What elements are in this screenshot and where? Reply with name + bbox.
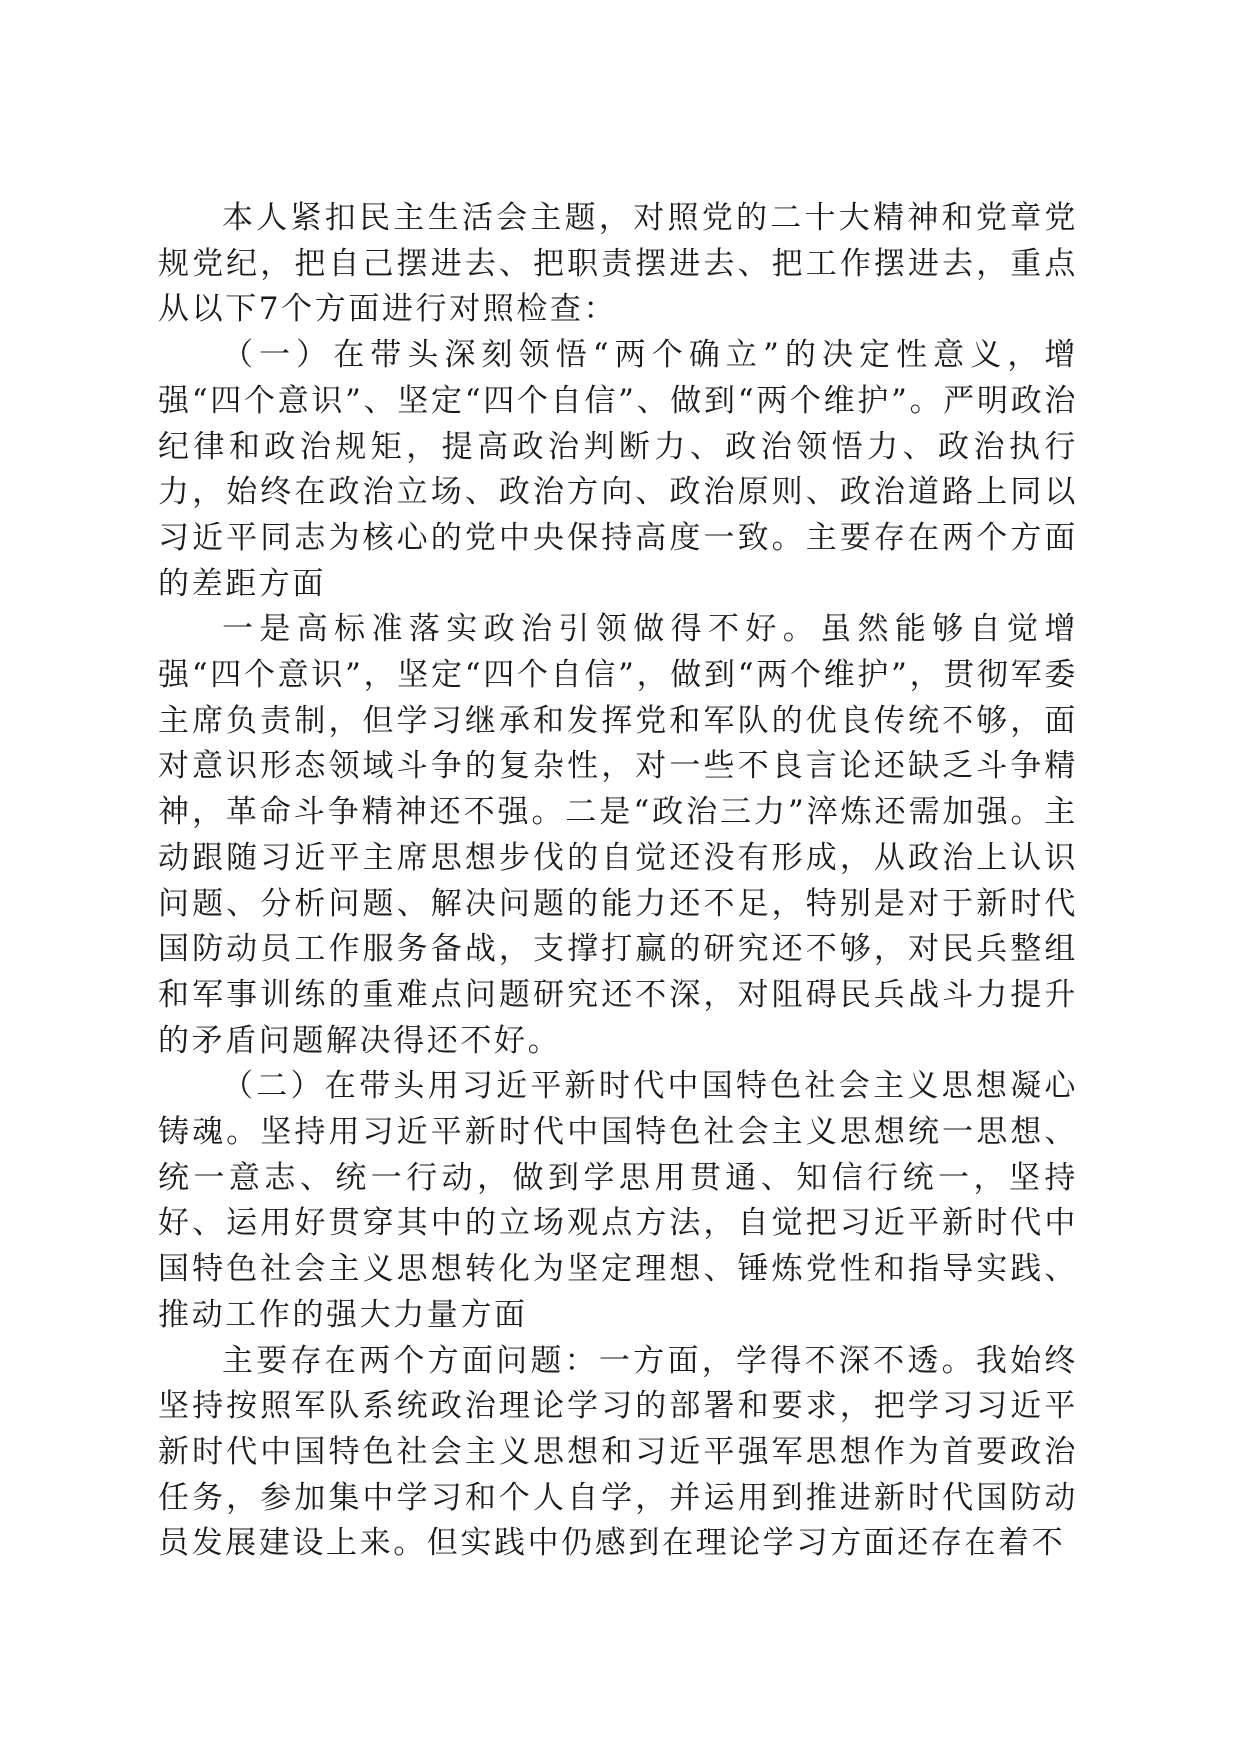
paragraph-section-2-body: 主要存在两个方面问题：一方面，学得不深不透。我始终坚持按照军队系统政治理论学习的部署和要求，把学习习近平新时代中国特色社会主义思想和习近平强军思想作为首要政治任务，参加集中学习和个人自学，并运用到推进新时代国防动员发展建设上来。但实践中仍感到在理论学习方面还存在着不 [158, 1342, 1078, 1562]
paragraph-section-1-heading: （一）在带头深刻领悟“两个确立”的决定性意义，增强“四个意识”、坚定“四个自信”、做到“两个维护”。严明政治纪律和政治规矩，提高政治判断力、政治领悟力、政治执行力，始终在政治立场、政治方向、政治原则、政治道路上同以习近平同志为核心的党中央保持高度一致。主要存在两个方面的差距方面 [158, 337, 1078, 602]
paragraph-intro: 本人紧扣民主生活会主题，对照党的二十大精神和党章党规党纪，把自己摆进去、把职责摆进去、把工作摆进去，重点从以下7个方面进行对照检查： [158, 200, 1078, 328]
paragraph-section-1-body: 一是高标准落实政治引领做得不好。虽然能够自觉增强“四个意识”，坚定“四个自信”，做到“两个维护”，贯彻军委主席负责制，但学习继承和发挥党和军队的优良传统不够，面对意识形态领域斗争的复杂性，对一些不良言论还缺乏斗争精神，革命斗争精神还不强。二是“政治三力”淬炼还需加强。主动跟随习近平主席思想步伐的自觉还没有形成，从政治上认识问题、分析问题、解决问题的能力还不足，特别是对于新时代国防动员工作服务备战，支撑打赢的研究还不够，对民兵整组和军事训练的重难点问题研究还不深，对阻碍民兵战斗力提升的矛盾问题解决得还不好。 [158, 611, 1078, 1059]
document-body [158, 196, 1078, 1567]
paragraph-section-2-heading: （二）在带头用习近平新时代中国特色社会主义思想凝心铸魂。坚持用习近平新时代中国特色社会主义思想统一思想、统一意志、统一行动，做到学思用贯通、知信行统一，坚持好、运用好贯穿其中的立场观点方法，自觉把习近平新时代中国特色社会主义思想转化为坚定理想、锤炼党性和指导实践、推动工作的强大力量方面 [158, 1068, 1078, 1333]
